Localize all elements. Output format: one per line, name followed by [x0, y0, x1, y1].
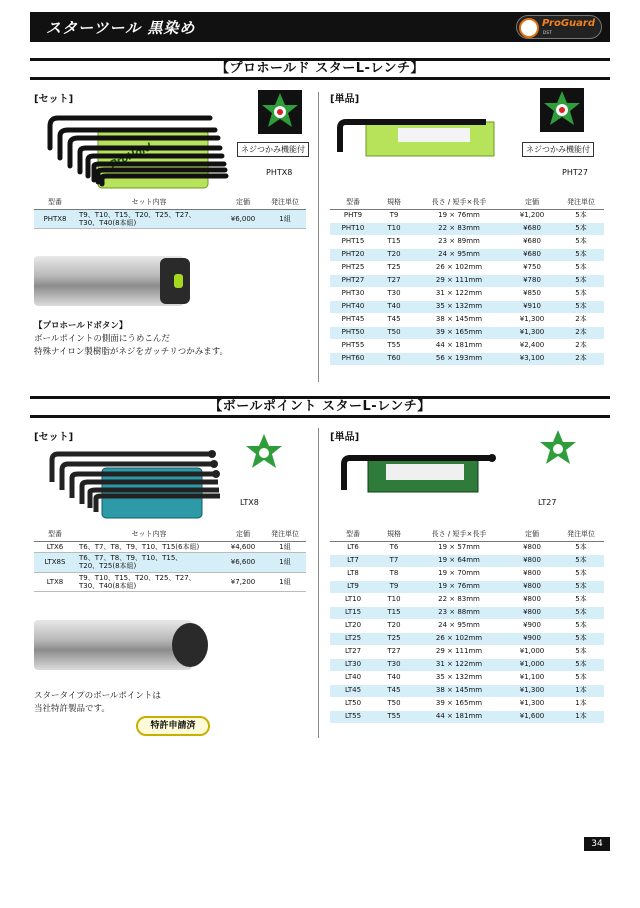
cell-price: ¥6,600: [222, 552, 264, 572]
ballpoint-tip-closeup: [34, 620, 192, 670]
cell-length: 35 × 132mm: [412, 300, 506, 313]
phtx8-grip-badge: [258, 90, 302, 134]
cell-price: ¥780: [506, 274, 558, 287]
cell-contents-line1: T6、T7、T8、T9、T10、T15(6本組): [79, 542, 200, 551]
button-desc-line1: ボールポイントの側面にうめこんだ: [34, 334, 170, 344]
col-header-spec: 規格: [376, 528, 412, 541]
col-header-length: 長さ / 短手×長手: [412, 528, 506, 541]
cell-unit: 5本: [558, 261, 604, 274]
cell-length: 44 × 181mm: [412, 339, 506, 352]
ltx-set-table: [34, 528, 306, 592]
cell-contents-line1: T6、T7、T8、T9、T10、T15、: [79, 553, 183, 562]
cell-unit: 1本: [558, 710, 604, 723]
col-header-code: 型番: [34, 196, 76, 209]
cell-price: ¥800: [506, 541, 558, 554]
cell-spec: T27: [376, 274, 412, 287]
nylon-grip-icon: [174, 274, 183, 288]
table-header-row: [34, 528, 306, 541]
section2-unit-label: [単品]: [330, 432, 360, 443]
cell-price: ¥910: [506, 300, 558, 313]
cell-unit: 5本: [558, 567, 604, 580]
table-row: [330, 261, 604, 274]
ball-star-tip-shape: [172, 623, 208, 667]
cell-price: ¥680: [506, 222, 558, 235]
table-row: [330, 541, 604, 554]
cell-length: 19 × 76mm: [412, 580, 506, 593]
cell-spec: T25: [376, 632, 412, 645]
section1-set-label: [セット]: [34, 94, 74, 105]
cell-length: 44 × 181mm: [412, 710, 506, 723]
cell-code: PHT40: [330, 300, 376, 313]
cell-unit: 5本: [558, 541, 604, 554]
table-row: [330, 300, 604, 313]
lt-unit-table: [330, 528, 604, 724]
cell-price: ¥800: [506, 593, 558, 606]
cell-spec: T40: [376, 300, 412, 313]
cell-spec: T60: [376, 352, 412, 365]
cell-spec: T7: [376, 554, 412, 567]
cell-code: LT15: [330, 606, 376, 619]
ball-point-icon: [212, 470, 220, 478]
cell-unit: 2本: [558, 313, 604, 326]
cell-unit: 1本: [558, 684, 604, 697]
cell-length: 39 × 165mm: [412, 326, 506, 339]
star-green-icon: [244, 432, 284, 472]
cell-length: 38 × 145mm: [412, 313, 506, 326]
cell-length: 23 × 89mm: [412, 235, 506, 248]
table-row: [330, 248, 604, 261]
pht27-code-caption: PHT27: [562, 168, 588, 177]
cell-code: LT50: [330, 697, 376, 710]
cell-price: ¥900: [506, 632, 558, 645]
cell-code: PHT30: [330, 287, 376, 300]
cell-length: 38 × 145mm: [412, 684, 506, 697]
pht27-label-sticker: [398, 128, 470, 142]
cell-length: 56 × 193mm: [412, 352, 506, 365]
table-row: [330, 274, 604, 287]
cell-code: LTX8: [34, 572, 76, 592]
cell-price: ¥6,000: [222, 209, 264, 229]
section2-title-bar: [30, 396, 610, 418]
cell-unit: 5本: [558, 658, 604, 671]
lt27-star-badge: [538, 428, 578, 468]
cell-spec: T27: [376, 645, 412, 658]
table-row: [330, 352, 604, 365]
cell-code: PHT50: [330, 326, 376, 339]
cell-price: ¥3,100: [506, 352, 558, 365]
col-header-contents: セット内容: [76, 196, 222, 209]
page-title: スターツール 黒染め: [46, 19, 196, 37]
cell-unit: 5本: [558, 209, 604, 222]
col-header-price: 定価: [222, 528, 264, 541]
table-row: [330, 339, 604, 352]
cell-contents-line1: T9、T10、T15、T20、T25、T27、: [79, 210, 196, 219]
cell-unit: 1組: [264, 572, 306, 592]
cell-contents-line2: T30、T40(8本組): [79, 218, 137, 227]
table-row: [330, 593, 604, 606]
table-row: [34, 209, 306, 229]
pht27-grip-badge: [540, 88, 584, 132]
cell-contents: [76, 541, 222, 552]
table-row: [330, 619, 604, 632]
button-title: 【プロホールドボタン】: [34, 321, 128, 331]
cell-length: 22 × 83mm: [412, 222, 506, 235]
pht27-image: [336, 118, 496, 162]
cell-code: LTX6: [34, 541, 76, 552]
table-row: [330, 567, 604, 580]
table-row: [34, 552, 306, 572]
cell-length: 19 × 64mm: [412, 554, 506, 567]
ball-point-icon: [488, 454, 496, 462]
cell-spec: T40: [376, 671, 412, 684]
cell-code: PHT15: [330, 235, 376, 248]
table-header-row: [330, 528, 604, 541]
cell-length: 19 × 70mm: [412, 567, 506, 580]
cell-code: PHT9: [330, 209, 376, 222]
cell-unit: 5本: [558, 235, 604, 248]
cell-price: ¥1,000: [506, 658, 558, 671]
ballpoint-desc-line1: スタータイプのボールポイントは: [34, 691, 161, 701]
cell-spec: T45: [376, 313, 412, 326]
cell-price: ¥900: [506, 619, 558, 632]
prohold-tip-closeup: [34, 256, 184, 306]
cell-contents: [76, 572, 222, 592]
cell-spec: T9: [376, 209, 412, 222]
cell-length: 39 × 165mm: [412, 697, 506, 710]
cell-code: PHT60: [330, 352, 376, 365]
cell-code: LT30: [330, 658, 376, 671]
cell-spec: T45: [376, 684, 412, 697]
phtx8-set-table: [34, 196, 306, 229]
cell-spec: T9: [376, 580, 412, 593]
cell-price: ¥680: [506, 235, 558, 248]
lt27-image: [340, 454, 500, 498]
cell-unit: 5本: [558, 287, 604, 300]
cell-spec: T25: [376, 261, 412, 274]
cell-length: 19 × 57mm: [412, 541, 506, 554]
cell-price: ¥1,200: [506, 209, 558, 222]
cell-length: 23 × 88mm: [412, 606, 506, 619]
cell-length: 26 × 102mm: [412, 261, 506, 274]
ltx8-code-caption: LTX8: [240, 498, 259, 507]
cell-price: ¥4,600: [222, 541, 264, 552]
cell-spec: T30: [376, 658, 412, 671]
cell-code: LT25: [330, 632, 376, 645]
table-row: [330, 606, 604, 619]
cell-spec: T15: [376, 606, 412, 619]
cell-code: LT9: [330, 580, 376, 593]
ltx8-star-badge: [244, 432, 284, 472]
table-row: [34, 572, 306, 592]
header-bar: [30, 12, 610, 42]
cell-length: 24 × 95mm: [412, 248, 506, 261]
cell-price: ¥1,300: [506, 684, 558, 697]
cell-unit: 5本: [558, 632, 604, 645]
cell-price: ¥1,100: [506, 671, 558, 684]
cell-unit: 5本: [558, 593, 604, 606]
table-row: [34, 541, 306, 552]
table-row: [330, 326, 604, 339]
star-grip-icon: [540, 88, 584, 132]
section1-divider: [318, 92, 319, 382]
phtx8-code-caption: PHTX8: [266, 168, 293, 177]
col-header-unit: 発注単位: [558, 528, 604, 541]
cell-unit: 1組: [264, 541, 306, 552]
cell-contents-line2: T30、T40(8本組): [79, 582, 137, 591]
table-row: [330, 658, 604, 671]
cell-code: LT20: [330, 619, 376, 632]
lt27-label-sticker: [386, 464, 464, 480]
cell-code: PHT27: [330, 274, 376, 287]
cell-length: 29 × 111mm: [412, 645, 506, 658]
cell-unit: 5本: [558, 645, 604, 658]
cell-unit: 2本: [558, 326, 604, 339]
section1-title-bar: [30, 58, 610, 80]
col-header-price: 定価: [506, 196, 558, 209]
cell-code: LT6: [330, 541, 376, 554]
patent-pending-badge: 特許申請済: [136, 716, 210, 736]
cell-code: LT8: [330, 567, 376, 580]
phtx8-set-image: [40, 108, 230, 190]
col-header-unit: 発注単位: [558, 196, 604, 209]
cell-code: PHT20: [330, 248, 376, 261]
col-header-unit: 発注単位: [264, 528, 306, 541]
cell-spec: T50: [376, 326, 412, 339]
cell-spec: T50: [376, 697, 412, 710]
cell-length: 19 × 76mm: [412, 209, 506, 222]
table-header-row: [34, 196, 306, 209]
col-header-spec: 規格: [376, 196, 412, 209]
cell-spec: T15: [376, 235, 412, 248]
cell-price: ¥1,300: [506, 313, 558, 326]
section1-unit-label: [単品]: [330, 94, 360, 105]
col-header-code: 型番: [330, 528, 376, 541]
table-row: [330, 554, 604, 567]
cell-unit: 5本: [558, 554, 604, 567]
cell-unit: 1本: [558, 697, 604, 710]
cell-spec: T10: [376, 222, 412, 235]
table-row: [330, 671, 604, 684]
cell-price: ¥800: [506, 554, 558, 567]
cell-price: ¥680: [506, 248, 558, 261]
cell-price: ¥1,300: [506, 326, 558, 339]
cell-spec: T30: [376, 287, 412, 300]
cell-code: LT27: [330, 645, 376, 658]
table-row: [330, 287, 604, 300]
cell-code: PHT10: [330, 222, 376, 235]
cell-length: 31 × 122mm: [412, 287, 506, 300]
table-row: [330, 222, 604, 235]
cell-price: ¥750: [506, 261, 558, 274]
phtx8-feature-tag: ネジつかみ機能付: [237, 142, 309, 157]
col-header-length: 長さ / 短手×長手: [412, 196, 506, 209]
cell-unit: 5本: [558, 671, 604, 684]
table-row: [330, 645, 604, 658]
cell-code: LT55: [330, 710, 376, 723]
cell-unit: 2本: [558, 339, 604, 352]
col-header-unit: 発注単位: [264, 196, 306, 209]
table-row: [330, 697, 604, 710]
cell-contents: [76, 209, 222, 229]
ltx8-set-image: [42, 446, 222, 522]
cell-unit: 1組: [264, 552, 306, 572]
button-desc-line2: 特殊ナイロン製樹脂がネジをガッチリつかみます。: [34, 347, 229, 357]
section2-title: 【ボールポイント スターL-レンチ】: [209, 399, 431, 414]
cell-code: LT7: [330, 554, 376, 567]
logo-emblem-icon: [519, 18, 539, 38]
cell-code: PHT45: [330, 313, 376, 326]
table-row: [330, 710, 604, 723]
cell-length: 22 × 83mm: [412, 593, 506, 606]
cell-length: 29 × 111mm: [412, 274, 506, 287]
cell-price: ¥800: [506, 580, 558, 593]
col-header-code: 型番: [34, 528, 76, 541]
star-grip-icon: [258, 90, 302, 134]
cell-price: ¥2,400: [506, 339, 558, 352]
cell-code: LT45: [330, 684, 376, 697]
cell-price: ¥1,300: [506, 697, 558, 710]
table-row: [330, 313, 604, 326]
cell-spec: T10: [376, 593, 412, 606]
section1-title: 【プロホールド スターL-レンチ】: [215, 61, 425, 76]
ball-point-icon: [208, 450, 216, 458]
table-row: [330, 632, 604, 645]
table-row: [330, 580, 604, 593]
cell-spec: T6: [376, 541, 412, 554]
cell-length: 24 × 95mm: [412, 619, 506, 632]
cell-spec: T20: [376, 248, 412, 261]
cell-unit: 5本: [558, 222, 604, 235]
cell-spec: T55: [376, 339, 412, 352]
section2-set-label: [セット]: [34, 432, 74, 443]
cell-unit: 5本: [558, 300, 604, 313]
section2-divider: [318, 428, 319, 738]
cell-length: 26 × 102mm: [412, 632, 506, 645]
col-header-contents: セット内容: [76, 528, 222, 541]
cell-price: ¥7,200: [222, 572, 264, 592]
cell-unit: 1組: [264, 209, 306, 229]
cell-length: 31 × 122mm: [412, 658, 506, 671]
cell-code: PHTX8: [34, 209, 76, 229]
cell-length: 35 × 132mm: [412, 671, 506, 684]
col-header-code: 型番: [330, 196, 376, 209]
cell-spec: T20: [376, 619, 412, 632]
pht27-feature-tag: ネジつかみ機能付: [522, 142, 594, 157]
pht-unit-table: [330, 196, 604, 366]
cell-code: PHT55: [330, 339, 376, 352]
cell-code: PHT25: [330, 261, 376, 274]
table-row: [330, 684, 604, 697]
star-green-icon: [538, 428, 578, 468]
col-header-price: 定価: [222, 196, 264, 209]
cell-contents-line1: T9、T10、T15、T20、T25、T27、: [79, 573, 196, 582]
cell-unit: 5本: [558, 606, 604, 619]
cell-price: ¥850: [506, 287, 558, 300]
cell-unit: 2本: [558, 352, 604, 365]
ball-point-icon: [210, 460, 218, 468]
cell-code: LT10: [330, 593, 376, 606]
cell-contents-line2: T20、T25(8本組): [79, 562, 137, 571]
table-row: [330, 235, 604, 248]
logo-subtext: DST: [543, 30, 552, 35]
cell-unit: 5本: [558, 274, 604, 287]
cell-unit: 5本: [558, 580, 604, 593]
logo-text: ProGuard: [542, 18, 595, 29]
lt27-code-caption: LT27: [538, 498, 557, 507]
cell-price: ¥1,600: [506, 710, 558, 723]
page-number: 34: [584, 837, 610, 851]
cell-price: ¥1,000: [506, 645, 558, 658]
cell-price: ¥800: [506, 567, 558, 580]
cell-unit: 5本: [558, 619, 604, 632]
cell-code: LTX8S: [34, 552, 76, 572]
cell-unit: 5本: [558, 248, 604, 261]
table-row: [330, 209, 604, 222]
cell-contents: [76, 552, 222, 572]
cell-price: ¥800: [506, 606, 558, 619]
proguard-logo: [516, 15, 602, 39]
table-header-row: [330, 196, 604, 209]
cell-spec: T55: [376, 710, 412, 723]
col-header-price: 定価: [506, 528, 558, 541]
cell-code: LT40: [330, 671, 376, 684]
ballpoint-desc-line2: 当社特許製品です。: [34, 704, 110, 714]
holder-brand-mark: ProHold: [108, 141, 154, 171]
cell-spec: T8: [376, 567, 412, 580]
